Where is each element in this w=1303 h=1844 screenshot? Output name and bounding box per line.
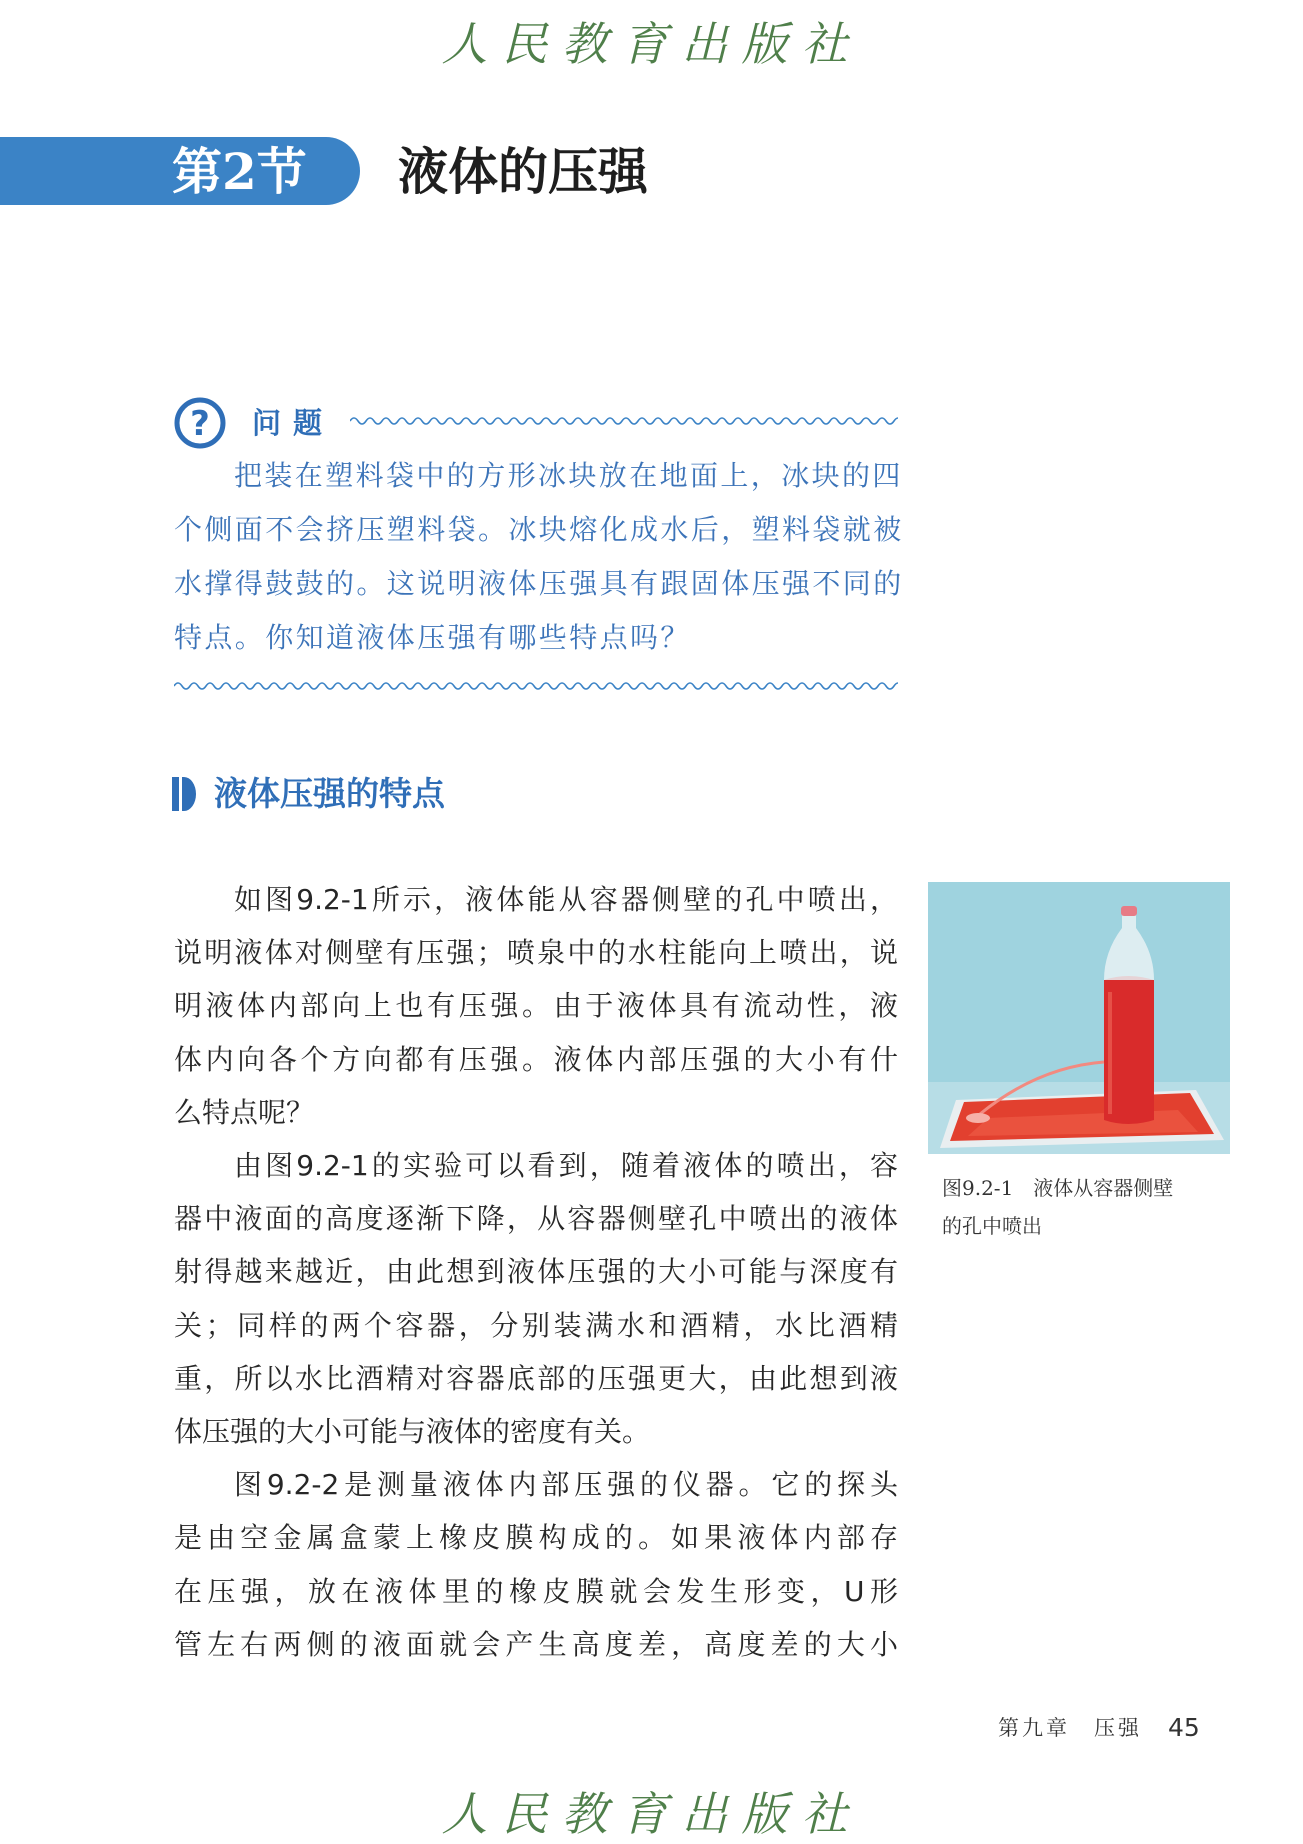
figure-caption-line: 图9.2-1 液体从容器侧壁 <box>942 1176 1174 1200</box>
body-line: 是由空金属盒蒙上橡皮膜构成的。如果液体内部存 <box>174 1521 898 1555</box>
body-line: 射得越来越近，由此想到液体压强的大小可能与深度有 <box>174 1255 898 1289</box>
subsection-title: 液体压强的特点 <box>214 774 445 813</box>
footer-chapter: 第九章 压强 <box>998 1716 1142 1740</box>
body-line: 器中液面的高度逐渐下降，从容器侧壁孔中喷出的液体 <box>174 1202 898 1236</box>
question-line: 特点。你知道液体压强有哪些特点吗？ <box>174 621 691 654</box>
body-line: 关；同样的两个容器，分别装满水和酒精，水比酒精 <box>174 1308 898 1342</box>
body-line: 说明液体对侧壁有压强；喷泉中的水柱能向上喷出，说 <box>174 936 898 970</box>
svg-text:?: ? <box>190 404 210 444</box>
body-line: 如图9.2-1所示，液体能从容器侧壁的孔中喷出， <box>234 883 898 916</box>
body-line: 管左右两侧的液面就会产生高度差，高度差的大小 <box>174 1627 898 1661</box>
subsection-marker-icon <box>172 777 196 811</box>
body-line: 明液体内部向上也有压强。由于液体具有流动性，液 <box>174 989 898 1023</box>
question-mark-icon <box>174 397 226 449</box>
body-line: 在压强，放在液体里的橡皮膜就会发生形变，U形 <box>174 1574 898 1608</box>
page-number: 45 <box>1168 1713 1200 1742</box>
body-line: 体压强的大小可能与液体的密度有关。 <box>174 1415 651 1449</box>
section-title: 液体的压强 <box>398 143 648 201</box>
publisher-watermark-bottom: 人民教育出版社 <box>441 1787 862 1841</box>
wavy-divider-top <box>350 412 898 430</box>
body-line: 体内向各个方向都有压强。液体内部压强的大小有什 <box>174 1042 898 1076</box>
figure-bottle-photo <box>928 882 1230 1154</box>
body-line: 么特点呢？ <box>174 1095 315 1129</box>
question-heading: 问题 <box>252 406 335 440</box>
publisher-watermark-top: 人民教育出版社 <box>441 17 862 71</box>
figure-caption <box>942 1169 1232 1245</box>
wavy-divider-bottom <box>174 677 898 695</box>
question-line: 个侧面不会挤压塑料袋。冰块熔化成水后，塑料袋就被 <box>174 513 904 546</box>
question-line: 水撑得鼓鼓的。这说明液体压强具有跟固体压强不同的 <box>174 567 904 600</box>
section-number: 第2节 <box>172 142 307 201</box>
question-line: 把装在塑料袋中的方形冰块放在地面上，冰块的四 <box>234 459 903 492</box>
body-line: 由图9.2-1的实验可以看到，随着液体的喷出，容 <box>234 1149 898 1183</box>
figure-caption-line: 的孔中喷出 <box>942 1214 1042 1238</box>
body-line: 图9.2-2是测量液体内部压强的仪器。它的探头 <box>234 1468 898 1502</box>
body-text <box>174 873 898 1671</box>
question-body <box>174 449 904 665</box>
body-line: 重，所以水比酒精对容器底部的压强更大，由此想到液 <box>174 1361 898 1395</box>
